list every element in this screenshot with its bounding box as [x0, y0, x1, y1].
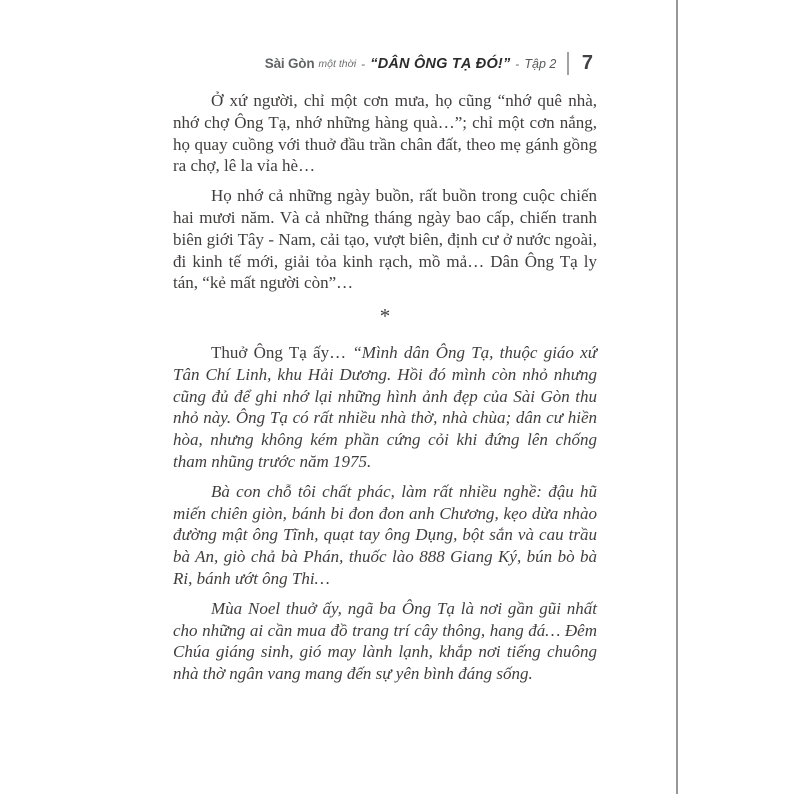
paragraph-3-quote: “Mình dân Ông Tạ, thuộc giáo xứ Tân Chí Linh, khu Hải Dương. Hồi đó mình còn nhỏ nhưng cũng đủ để ghi nhớ lại những hình ảnh đẹp của Sài Gòn thu nhỏ này. Ông Tạ có rất nhiều nhà thờ, nhà chùa; dân cư hiền hòa, nhưng không kém phần cứng cỏi khi đứng lên chống tham nhũng trước năm 1975.	[173, 342, 597, 471]
running-header	[173, 52, 593, 75]
series-subtitle: một thời	[318, 57, 357, 70]
page-number: 7	[581, 52, 593, 74]
paragraph-5: Mùa Noel thuở ấy, ngã ba Ông Tạ là nơi gần gũi nhất cho những ai cần mua đồ trang trí cây thông, hang đá… Đêm Chúa giáng sinh, gió may lành lạnh, khắp nơi tiếng chuông nhà thờ ngân vang mang đến sự yên bình đáng sống.	[173, 598, 597, 684]
header-dash: -	[361, 56, 366, 71]
book-title: “DÂN ÔNG TẠ ĐÓ!”	[370, 55, 511, 72]
section-divider-asterisk: *	[379, 304, 391, 329]
paragraph-2: Họ nhớ cả những ngày buồn, rất buồn trong cuộc chiến hai mươi năm. Và cả những tháng ngày bao cấp, chiến tranh biên giới Tây - Nam, cải tạo, vượt biên, định cư ở nước ngoài, đi kinh tế mới, giải tỏa kinh rạch, mồ mả… Dân Ông Tạ ly tán, “kẻ mất người còn”…	[173, 186, 597, 293]
paragraph-3-lead: Thuở Ông Tạ ấy…	[211, 342, 353, 362]
paragraph-4: Bà con chỗ tôi chất phác, làm rất nhiều nghề: đậu hũ miến chiên giòn, bánh bi đon đon anh Chương, kẹo dừa nhào đường mật ông Tĩnh, quạt tay ông Dụng, bột sắn và cau trầu bà An, giò chả bà Phán, thuốc lào 888 Giang Ký, bún bò bà Ri, bánh ướt ông Thi…	[173, 481, 597, 588]
paragraph-3	[173, 342, 597, 473]
body-text-column	[173, 90, 597, 693]
paragraph-1: Ở xứ người, chỉ một cơn mưa, họ cũng “nhớ quê nhà, nhớ chợ Ông Tạ, nhớ những hàng quà…”; chỉ một cơn nắng, họ quay cuồng với thuở đầu trần chân đất, theo mẹ gánh gồng ra chợ, lê la vỉa hè…	[173, 91, 597, 176]
header-dash: -	[515, 56, 520, 71]
header-divider-bar	[567, 52, 569, 75]
volume-label: Tập 2	[524, 56, 557, 71]
series-title: Sài Gòn	[264, 56, 315, 71]
page-edge-line	[676, 0, 678, 794]
